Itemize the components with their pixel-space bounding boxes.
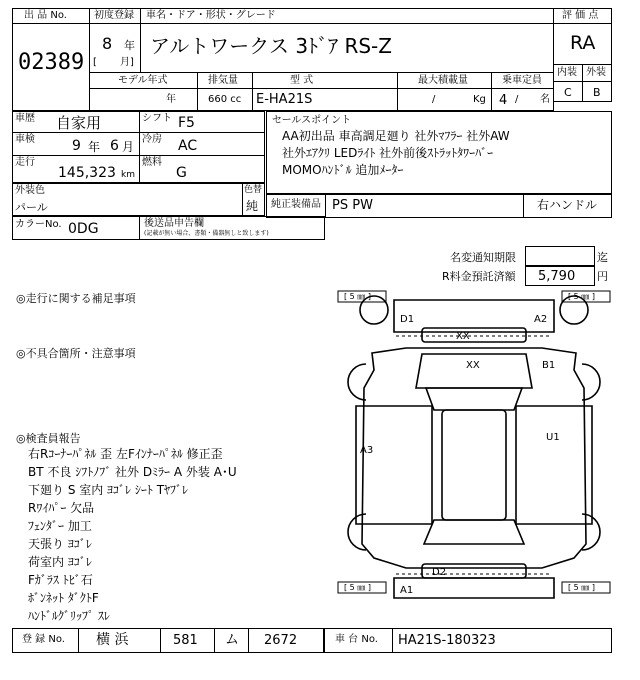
- inspector-line: 荷室内 ﾖｺﾞﾚ: [28, 555, 92, 569]
- reg-class: 581: [173, 633, 198, 648]
- inspection-year-unit: 年: [88, 140, 101, 154]
- shift-label: シフト: [142, 113, 172, 124]
- inspection-month: 6: [110, 138, 119, 154]
- exterior-label: 外装: [586, 67, 606, 78]
- color-label: 外装色: [15, 185, 45, 196]
- car-damage-diagram: [336, 288, 612, 628]
- inspector-line: 下廻り S 室内 ﾖｺﾞﾚ ｼｰﾄ Tﾔﾌﾞﾚ: [28, 483, 189, 497]
- aircon: AC: [178, 138, 198, 154]
- post-report-label: 後送品申告欄: [144, 218, 204, 229]
- color-no-label: カラーNo.: [15, 219, 62, 230]
- inspector-line: ﾌｪﾝﾀﾞｰ 加工: [28, 519, 92, 533]
- lot-number: 02389: [18, 50, 85, 75]
- inspection-month-unit: 月: [122, 140, 135, 154]
- equipment-label: 純正装備品: [271, 199, 321, 210]
- reg-kana: ム: [225, 632, 239, 648]
- defects-heading: ◎不具合箇所・注意事項: [16, 347, 136, 360]
- transfer-deadline-field: [525, 246, 595, 266]
- displacement-label: 排気量: [208, 75, 238, 86]
- body-color: パール: [15, 201, 48, 214]
- reg-month-unit: 月]: [120, 57, 134, 68]
- inspector-line: Fｶﾞﾗｽ ﾄﾋﾞ石: [28, 573, 93, 587]
- ie-divider-h: [553, 81, 612, 82]
- recolor-label: 色替: [244, 185, 263, 195]
- tire-depth-rear-left: [ 5 ㎜ ]: [344, 583, 371, 592]
- type-label: 型 式: [290, 75, 314, 86]
- recycle-fee-unit: 円: [597, 270, 608, 283]
- details-divider: [139, 111, 140, 183]
- reg-year: 8: [102, 34, 113, 53]
- equipment-divider: [325, 194, 326, 218]
- mileage-unit: km: [121, 170, 135, 180]
- car-name: アルトワークス 3ﾄﾞｱ RS-Z: [150, 34, 392, 58]
- mark-d1: D1: [400, 314, 415, 325]
- mark-xx: XX: [466, 360, 480, 371]
- sales-point-label: セールスポイント: [272, 115, 352, 126]
- recycle-fee-label: R料金預託済額: [442, 270, 516, 283]
- aircon-label: 冷房: [142, 134, 162, 145]
- rear-window: [424, 520, 524, 544]
- inspector-line: BT 不良 ｼﾌﾄﾉﾌﾞ 社外 Dﾐﾗｰ A 外装 A･U: [28, 465, 237, 479]
- inspector-line: ﾊﾝﾄﾞﾙｸﾞﾘｯﾌﾟ ｽﾚ: [28, 609, 110, 623]
- capacity: 4: [499, 93, 508, 108]
- inspector-report-heading: ◎検査員報告: [16, 432, 81, 445]
- transfer-deadline-unit: 迄: [597, 251, 608, 264]
- reg-divider: [248, 628, 249, 653]
- mark-u1: U1: [546, 432, 560, 443]
- inspector-line: ﾎﾞﾝﾈｯﾄ ﾀﾞｸﾄF: [28, 591, 99, 605]
- mark-a1: A1: [400, 585, 414, 596]
- details-divider-h: [12, 132, 265, 133]
- model-year-unit: 年: [166, 94, 176, 105]
- max-load-label: 最大積載量: [418, 75, 468, 86]
- inspector-line: 右Rｺｰﾅｰﾊﾟﾈﾙ 歪 左Fｲﾝﾅｰﾊﾟﾈﾙ 修正歪: [28, 447, 223, 461]
- reg-divider: [160, 628, 161, 653]
- reg-number: 2672: [264, 633, 298, 648]
- sales-point-line: AA初出品 車高調足廻り 社外ﾏﾌﾗｰ 社外AW: [282, 129, 510, 143]
- fuel-label: 燃料: [142, 157, 162, 168]
- spec-divider: [252, 72, 253, 111]
- roof-panel: [442, 410, 506, 520]
- mark-xx-top: XX: [456, 331, 470, 342]
- windshield: [426, 388, 522, 410]
- tire-depth-front-right: [ 5 ㎜ ]: [568, 292, 595, 301]
- inspector-line: 天張り ﾖｺﾞﾚ: [28, 537, 92, 551]
- details-divider-h: [12, 155, 265, 156]
- mark-a2: A2: [534, 314, 548, 325]
- handle-side: 右ハンドル: [537, 198, 598, 212]
- transfer-deadline-label: 名変通知期限: [450, 251, 516, 264]
- capacity-unit: 名: [540, 94, 550, 105]
- reg-area: 横 浜: [96, 632, 129, 648]
- mileage-label: 走行: [15, 157, 35, 168]
- chassis-number: HA21S-180323: [398, 633, 496, 648]
- interior-grade: C: [564, 86, 572, 99]
- mark-b1: B1: [542, 360, 556, 371]
- front-grille: [422, 328, 526, 342]
- history: 自家用: [56, 114, 102, 132]
- rating: RA: [570, 32, 596, 54]
- spec-divider: [397, 72, 398, 111]
- spec-divider: [491, 72, 492, 111]
- capacity-slash: /: [515, 94, 519, 105]
- model-type: E-HA21S: [256, 92, 313, 107]
- rating-label: 評 価 点: [562, 10, 599, 21]
- reg-divider: [214, 628, 215, 653]
- car-name-label: 車名・ドア・形状・グレード: [146, 10, 276, 21]
- mark-a3: A3: [360, 445, 374, 456]
- reg-divider: [78, 628, 79, 653]
- equipment: PS PW: [332, 198, 373, 213]
- color-no: 0DG: [68, 221, 99, 237]
- chassis-divider: [392, 628, 393, 653]
- left-door-panel: [356, 406, 432, 524]
- reg-no-label: 登 録 No.: [22, 634, 65, 645]
- inspector-line: Rﾜｲﾊﾟｰ 欠品: [28, 501, 95, 515]
- ie-divider: [582, 64, 583, 102]
- inspection-year: 9: [72, 138, 81, 154]
- inspector-report-lines: [28, 448, 237, 628]
- sales-point-line: MOMOﾊﾝﾄﾞﾙ 追加ﾒｰﾀｰ: [282, 163, 404, 177]
- body-outline: [362, 348, 586, 568]
- tire-depth-front-left: [ 5 ㎜ ]: [344, 292, 371, 301]
- reg-month-bracket: [: [93, 57, 97, 68]
- reg-year-label: 初度登録: [94, 10, 134, 21]
- displacement: 660 cc: [208, 94, 242, 105]
- shift: F5: [178, 115, 195, 131]
- reg-year-unit: 年: [124, 39, 135, 52]
- mileage: 145,323: [58, 165, 116, 181]
- mark-d2: D2: [432, 567, 447, 578]
- tire-depth-rear-right: [ 5 ㎜ ]: [568, 583, 595, 592]
- max-load-unit: Kg: [473, 94, 486, 105]
- sales-point-line: 社外ｴｱｸﾘ LEDﾗｲﾄ 社外前後ｽﾄﾗｯﾄﾀﾜｰﾊﾞｰ: [282, 146, 494, 160]
- inspection-label: 車検: [15, 134, 35, 145]
- recycle-fee: 5,790: [538, 269, 576, 284]
- post-report-note: (記載が無い場合、書類・備器無しと致します): [144, 230, 269, 237]
- lot-number-label: 出 品 No.: [24, 10, 67, 21]
- interior-label: 内装: [557, 67, 577, 78]
- capacity-label: 乗車定員: [502, 75, 542, 86]
- fuel: G: [176, 165, 187, 181]
- color-box: [12, 183, 265, 216]
- recolor-value: 純: [246, 199, 259, 213]
- right-door-panel: [516, 406, 592, 524]
- spec-divider: [197, 72, 198, 111]
- rear-bumper-outline: [394, 578, 554, 598]
- max-load-slash: /: [432, 94, 436, 105]
- color-divider: [242, 183, 243, 216]
- history-label: 車歴: [15, 113, 35, 124]
- equipment-divider: [523, 194, 524, 218]
- model-year-label: モデル年式: [118, 75, 168, 86]
- chassis-label: 車 台 No.: [335, 634, 378, 645]
- exterior-grade: B: [593, 86, 601, 99]
- driving-notes-heading: ◎走行に関する補足事項: [16, 292, 136, 305]
